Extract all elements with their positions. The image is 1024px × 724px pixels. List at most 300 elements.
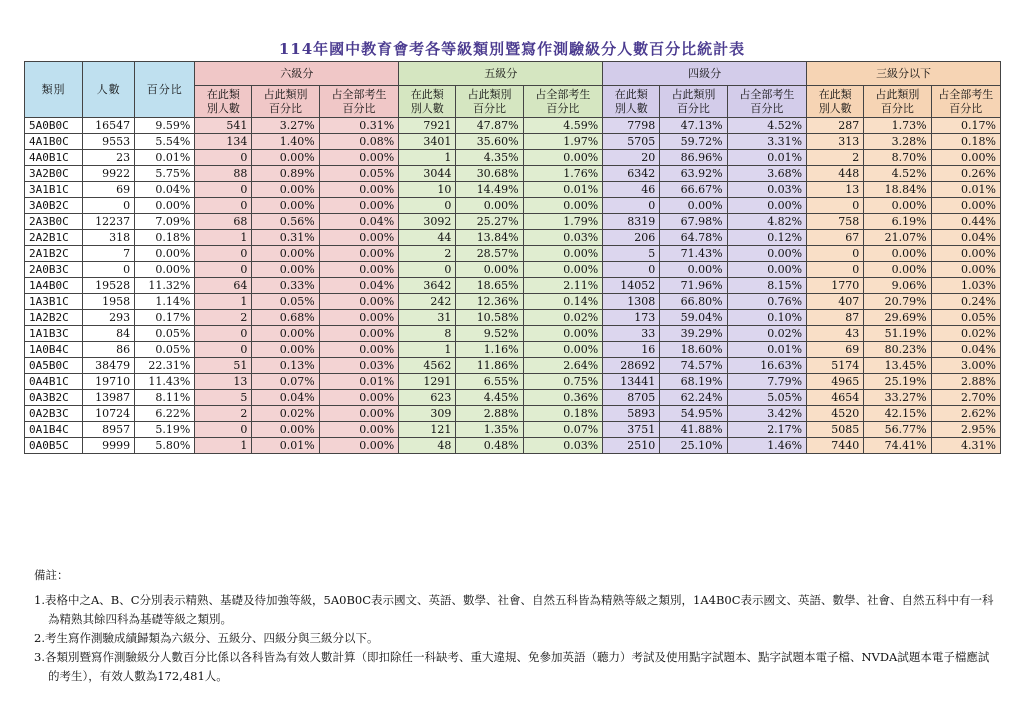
cell-value: 63.92%: [660, 166, 727, 182]
table-row: [25, 310, 1001, 326]
cell-value: 56.77%: [864, 422, 931, 438]
table-row: [25, 230, 1001, 246]
cell-count: 7: [83, 246, 135, 262]
cell-value: 74.41%: [864, 438, 931, 454]
note-item: 3.各類別暨寫作測驗級分人數百分比係以各科皆為有效人數計算（即扣除任一科缺考、重大違規、免參加英語（聽力）考試及使用點字試題本、點字試題本電子檔、NVDA試題本電子檔應試的考生），有效人數為172,481人。: [34, 650, 990, 683]
cell-value: 0: [807, 262, 864, 278]
cell-value: 5085: [807, 422, 864, 438]
cell-value: 0.00%: [727, 198, 807, 214]
cell-percent: 6.22%: [135, 406, 195, 422]
cell-value: 0.04%: [319, 278, 399, 294]
cell-value: 47.87%: [456, 118, 523, 134]
table-header: [25, 62, 1001, 118]
cell-value: 13.84%: [456, 230, 523, 246]
cell-percent: 0.17%: [135, 310, 195, 326]
cell-value: 0.13%: [252, 358, 319, 374]
cell-percent: 7.09%: [135, 214, 195, 230]
cell-count: 0: [83, 262, 135, 278]
subheader-3-2: 占此類別 百分比: [864, 86, 931, 118]
cell-category: 0A3B2C: [25, 390, 83, 406]
cell-value: 407: [807, 294, 864, 310]
cell-value: 0.18%: [523, 406, 603, 422]
subheader-5-2: 占此類別 百分比: [456, 86, 523, 118]
cell-category: 5A0B0C: [25, 118, 83, 134]
cell-value: 14052: [603, 278, 660, 294]
cell-category: 2A2B1C: [25, 230, 83, 246]
cell-value: 0.44%: [931, 214, 1000, 230]
cell-value: 0.00%: [660, 262, 727, 278]
cell-value: 48: [399, 438, 456, 454]
cell-value: 13441: [603, 374, 660, 390]
cell-value: 134: [195, 134, 252, 150]
cell-value: 51: [195, 358, 252, 374]
cell-value: 3.68%: [727, 166, 807, 182]
cell-value: 0: [195, 150, 252, 166]
cell-value: 2: [807, 150, 864, 166]
header-group-4: 四級分: [603, 62, 807, 86]
cell-percent: 9.59%: [135, 118, 195, 134]
cell-count: 16547: [83, 118, 135, 134]
cell-value: 3.31%: [727, 134, 807, 150]
cell-value: 13: [195, 374, 252, 390]
cell-count: 9553: [83, 134, 135, 150]
subheader-6-1: 在此類 別人數: [195, 86, 252, 118]
cell-value: 5.05%: [727, 390, 807, 406]
cell-percent: 0.04%: [135, 182, 195, 198]
cell-value: 1.79%: [523, 214, 603, 230]
cell-value: 39.29%: [660, 326, 727, 342]
cell-count: 13987: [83, 390, 135, 406]
cell-value: 4520: [807, 406, 864, 422]
table-body: [25, 118, 1001, 454]
cell-value: 758: [807, 214, 864, 230]
cell-value: 6.19%: [864, 214, 931, 230]
cell-value: 3.28%: [864, 134, 931, 150]
cell-value: 2.11%: [523, 278, 603, 294]
cell-value: 7798: [603, 118, 660, 134]
cell-value: 16.63%: [727, 358, 807, 374]
cell-value: 4562: [399, 358, 456, 374]
cell-value: 71.96%: [660, 278, 727, 294]
table-row: [25, 262, 1001, 278]
cell-count: 10724: [83, 406, 135, 422]
cell-value: 448: [807, 166, 864, 182]
cell-value: 7440: [807, 438, 864, 454]
cell-value: 0.68%: [252, 310, 319, 326]
cell-value: 42.15%: [864, 406, 931, 422]
cell-value: 0.02%: [523, 310, 603, 326]
cell-value: 33: [603, 326, 660, 342]
cell-value: 0.12%: [727, 230, 807, 246]
cell-value: 0.00%: [319, 294, 399, 310]
cell-category: 1A2B2C: [25, 310, 83, 326]
cell-value: 0.00%: [319, 182, 399, 198]
cell-value: 1.35%: [456, 422, 523, 438]
table-row: [25, 278, 1001, 294]
cell-count: 0: [83, 198, 135, 214]
cell-value: 2.64%: [523, 358, 603, 374]
cell-value: 0.00%: [523, 150, 603, 166]
cell-category: 1A4B0C: [25, 278, 83, 294]
cell-value: 1308: [603, 294, 660, 310]
cell-value: 3751: [603, 422, 660, 438]
cell-category: 1A3B1C: [25, 294, 83, 310]
table-row: [25, 342, 1001, 358]
cell-value: 3642: [399, 278, 456, 294]
cell-value: 0.00%: [523, 326, 603, 342]
header-group-6: 六級分: [195, 62, 399, 86]
cell-percent: 0.00%: [135, 198, 195, 214]
cell-value: 2510: [603, 438, 660, 454]
cell-value: 33.27%: [864, 390, 931, 406]
cell-value: 4.52%: [727, 118, 807, 134]
cell-category: 0A2B3C: [25, 406, 83, 422]
cell-value: 0.00%: [319, 326, 399, 342]
cell-value: 0.00%: [319, 406, 399, 422]
cell-value: 0.07%: [252, 374, 319, 390]
cell-value: 0.00%: [252, 182, 319, 198]
cell-value: 0.03%: [727, 182, 807, 198]
statistics-table: [24, 61, 1001, 454]
cell-value: 4.52%: [864, 166, 931, 182]
cell-value: 0.05%: [931, 310, 1000, 326]
cell-count: 19710: [83, 374, 135, 390]
cell-value: 541: [195, 118, 252, 134]
cell-category: 3A0B2C: [25, 198, 83, 214]
cell-percent: 8.11%: [135, 390, 195, 406]
cell-value: 43: [807, 326, 864, 342]
cell-count: 19528: [83, 278, 135, 294]
cell-category: 3A1B1C: [25, 182, 83, 198]
cell-category: 1A1B3C: [25, 326, 83, 342]
cell-value: 30.68%: [456, 166, 523, 182]
subheader-6-3: 占全部考生 百分比: [319, 86, 399, 118]
cell-value: 68: [195, 214, 252, 230]
cell-value: 0.00%: [319, 246, 399, 262]
cell-category: 4A1B0C: [25, 134, 83, 150]
cell-value: 0.00%: [456, 262, 523, 278]
cell-value: 0.01%: [727, 342, 807, 358]
cell-count: 9999: [83, 438, 135, 454]
cell-value: 1: [399, 150, 456, 166]
cell-value: 0.31%: [252, 230, 319, 246]
cell-value: 2.17%: [727, 422, 807, 438]
cell-value: 0.00%: [252, 246, 319, 262]
table-row: [25, 166, 1001, 182]
cell-count: 293: [83, 310, 135, 326]
cell-percent: 0.01%: [135, 150, 195, 166]
cell-value: 0.00%: [252, 326, 319, 342]
cell-value: 66.67%: [660, 182, 727, 198]
cell-value: 2: [195, 310, 252, 326]
cell-value: 13: [807, 182, 864, 198]
cell-value: 0.00%: [931, 198, 1000, 214]
table-row: [25, 118, 1001, 134]
cell-value: 1.76%: [523, 166, 603, 182]
cell-value: 0.03%: [523, 438, 603, 454]
cell-value: 0.00%: [931, 150, 1000, 166]
cell-value: 8: [399, 326, 456, 342]
cell-value: 25.10%: [660, 438, 727, 454]
cell-value: 0.02%: [931, 326, 1000, 342]
cell-value: 20.79%: [864, 294, 931, 310]
cell-count: 9922: [83, 166, 135, 182]
cell-value: 18.65%: [456, 278, 523, 294]
cell-value: 6.55%: [456, 374, 523, 390]
cell-value: 0.36%: [523, 390, 603, 406]
table-row: [25, 294, 1001, 310]
cell-value: 206: [603, 230, 660, 246]
cell-count: 23: [83, 150, 135, 166]
cell-value: 0.00%: [319, 150, 399, 166]
cell-value: 0.02%: [252, 406, 319, 422]
table-row: [25, 438, 1001, 454]
cell-value: 0.10%: [727, 310, 807, 326]
cell-percent: 5.80%: [135, 438, 195, 454]
cell-value: 2.95%: [931, 422, 1000, 438]
cell-value: 0.00%: [931, 262, 1000, 278]
cell-value: 0.76%: [727, 294, 807, 310]
cell-value: 0: [603, 262, 660, 278]
cell-value: 11.86%: [456, 358, 523, 374]
cell-value: 0.56%: [252, 214, 319, 230]
cell-value: 13.45%: [864, 358, 931, 374]
cell-value: 25.19%: [864, 374, 931, 390]
cell-value: 0: [807, 198, 864, 214]
table-row: [25, 150, 1001, 166]
cell-percent: 0.00%: [135, 262, 195, 278]
note-item: 1.表格中之A、B、C分別表示精熟、基礎及待加強等級，5A0B0C表示國文、英語、數學、社會、自然五科皆為精熟等級之類別，1A4B0C表示國文、英語、數學、社會、自然五科中有一科為精熟其餘四科為基礎等級之類別。: [34, 593, 994, 626]
cell-value: 0: [603, 198, 660, 214]
cell-value: 121: [399, 422, 456, 438]
cell-value: 31: [399, 310, 456, 326]
cell-value: 28.57%: [456, 246, 523, 262]
cell-value: 623: [399, 390, 456, 406]
cell-value: 66.80%: [660, 294, 727, 310]
table-row: [25, 422, 1001, 438]
cell-value: 1.03%: [931, 278, 1000, 294]
cell-value: 242: [399, 294, 456, 310]
cell-value: 0.07%: [523, 422, 603, 438]
cell-count: 84: [83, 326, 135, 342]
subheader-4-2: 占此類別 百分比: [660, 86, 727, 118]
cell-value: 9.52%: [456, 326, 523, 342]
cell-value: 1: [195, 230, 252, 246]
cell-value: 2.70%: [931, 390, 1000, 406]
cell-value: 0: [195, 262, 252, 278]
cell-value: 0.00%: [319, 342, 399, 358]
note-item: 2.考生寫作測驗成績歸類為六級分、五級分、四級分與三級分以下。: [34, 631, 379, 645]
cell-value: 44: [399, 230, 456, 246]
cell-value: 0: [807, 246, 864, 262]
cell-value: 8319: [603, 214, 660, 230]
cell-value: 0.26%: [931, 166, 1000, 182]
cell-value: 0.31%: [319, 118, 399, 134]
cell-value: 6342: [603, 166, 660, 182]
cell-value: 0: [195, 182, 252, 198]
table-row: [25, 182, 1001, 198]
cell-value: 28692: [603, 358, 660, 374]
cell-category: 2A0B3C: [25, 262, 83, 278]
cell-value: 0.00%: [252, 342, 319, 358]
cell-value: 0.18%: [931, 134, 1000, 150]
cell-value: 0: [195, 198, 252, 214]
cell-value: 35.60%: [456, 134, 523, 150]
cell-value: 12.36%: [456, 294, 523, 310]
cell-value: 80.23%: [864, 342, 931, 358]
table-row: [25, 134, 1001, 150]
cell-value: 0.00%: [319, 422, 399, 438]
cell-value: 0.00%: [523, 246, 603, 262]
cell-value: 0: [195, 342, 252, 358]
cell-value: 0.04%: [319, 214, 399, 230]
cell-value: 0.01%: [319, 374, 399, 390]
cell-value: 64.78%: [660, 230, 727, 246]
cell-value: 29.69%: [864, 310, 931, 326]
cell-value: 2: [399, 246, 456, 262]
cell-value: 0.00%: [931, 246, 1000, 262]
cell-percent: 5.75%: [135, 166, 195, 182]
cell-value: 0.05%: [252, 294, 319, 310]
notes-heading: 備註：: [34, 568, 69, 582]
cell-percent: 5.19%: [135, 422, 195, 438]
cell-value: 1770: [807, 278, 864, 294]
cell-value: 2.88%: [931, 374, 1000, 390]
subheader-3-3: 占全部考生 百分比: [931, 86, 1000, 118]
cell-percent: 11.43%: [135, 374, 195, 390]
cell-percent: 11.32%: [135, 278, 195, 294]
cell-value: 46: [603, 182, 660, 198]
subheader-5-3: 占全部考生 百分比: [523, 86, 603, 118]
cell-value: 5: [195, 390, 252, 406]
table-row: [25, 326, 1001, 342]
cell-category: 0A1B4C: [25, 422, 83, 438]
cell-value: 68.19%: [660, 374, 727, 390]
cell-value: 3.00%: [931, 358, 1000, 374]
cell-value: 4965: [807, 374, 864, 390]
cell-value: 18.84%: [864, 182, 931, 198]
cell-value: 4.45%: [456, 390, 523, 406]
cell-value: 18.60%: [660, 342, 727, 358]
cell-value: 3044: [399, 166, 456, 182]
cell-count: 8957: [83, 422, 135, 438]
cell-value: 0: [195, 246, 252, 262]
cell-value: 86.96%: [660, 150, 727, 166]
cell-value: 0.00%: [523, 342, 603, 358]
cell-value: 67.98%: [660, 214, 727, 230]
cell-value: 0.01%: [252, 438, 319, 454]
cell-value: 3.42%: [727, 406, 807, 422]
cell-value: 3092: [399, 214, 456, 230]
cell-value: 0.08%: [319, 134, 399, 150]
cell-value: 0.00%: [727, 246, 807, 262]
cell-percent: 0.05%: [135, 342, 195, 358]
cell-value: 14.49%: [456, 182, 523, 198]
cell-value: 62.24%: [660, 390, 727, 406]
cell-value: 1.46%: [727, 438, 807, 454]
cell-value: 287: [807, 118, 864, 134]
cell-value: 0.00%: [319, 438, 399, 454]
cell-value: 5705: [603, 134, 660, 150]
cell-value: 1.73%: [864, 118, 931, 134]
subheader-3-1: 在此類 別人數: [807, 86, 864, 118]
cell-count: 1958: [83, 294, 135, 310]
cell-percent: 0.05%: [135, 326, 195, 342]
cell-value: 64: [195, 278, 252, 294]
cell-value: 4.31%: [931, 438, 1000, 454]
cell-value: 5893: [603, 406, 660, 422]
header-group-5: 五級分: [399, 62, 603, 86]
cell-value: 0.02%: [727, 326, 807, 342]
table-row: [25, 198, 1001, 214]
cell-value: 0.03%: [523, 230, 603, 246]
cell-value: 0.14%: [523, 294, 603, 310]
header-percent: 百分比: [135, 62, 195, 118]
cell-value: 88: [195, 166, 252, 182]
cell-value: 4654: [807, 390, 864, 406]
cell-value: 0.00%: [864, 262, 931, 278]
cell-value: 1: [195, 438, 252, 454]
cell-value: 25.27%: [456, 214, 523, 230]
cell-value: 74.57%: [660, 358, 727, 374]
cell-value: 0.89%: [252, 166, 319, 182]
cell-value: 59.72%: [660, 134, 727, 150]
cell-value: 0.01%: [931, 182, 1000, 198]
cell-value: 0.00%: [660, 198, 727, 214]
cell-value: 0.24%: [931, 294, 1000, 310]
subheader-6-2: 占此類別 百分比: [252, 86, 319, 118]
subheader-4-1: 在此類 別人數: [603, 86, 660, 118]
header-count: 人數: [83, 62, 135, 118]
cell-value: 309: [399, 406, 456, 422]
cell-category: 2A1B2C: [25, 246, 83, 262]
cell-value: 0.00%: [319, 230, 399, 246]
cell-value: 4.59%: [523, 118, 603, 134]
table-row: [25, 374, 1001, 390]
table-row: [25, 406, 1001, 422]
cell-value: 0.04%: [252, 390, 319, 406]
cell-value: 7921: [399, 118, 456, 134]
cell-value: 0.00%: [319, 390, 399, 406]
cell-value: 5174: [807, 358, 864, 374]
cell-count: 69: [83, 182, 135, 198]
cell-value: 0.00%: [252, 422, 319, 438]
cell-value: 0: [399, 198, 456, 214]
cell-value: 5: [603, 246, 660, 262]
cell-value: 2: [195, 406, 252, 422]
cell-value: 7.79%: [727, 374, 807, 390]
cell-value: 47.13%: [660, 118, 727, 134]
cell-value: 21.07%: [864, 230, 931, 246]
cell-percent: 0.00%: [135, 246, 195, 262]
cell-count: 38479: [83, 358, 135, 374]
cell-value: 0.00%: [319, 310, 399, 326]
cell-value: 2.88%: [456, 406, 523, 422]
cell-value: 173: [603, 310, 660, 326]
cell-value: 0.04%: [931, 342, 1000, 358]
cell-value: 0.00%: [252, 262, 319, 278]
cell-value: 8705: [603, 390, 660, 406]
cell-value: 0: [399, 262, 456, 278]
cell-percent: 5.54%: [135, 134, 195, 150]
cell-value: 313: [807, 134, 864, 150]
cell-category: 4A0B1C: [25, 150, 83, 166]
cell-value: 9.06%: [864, 278, 931, 294]
cell-value: 0.04%: [931, 230, 1000, 246]
cell-value: 1: [195, 294, 252, 310]
cell-value: 3.27%: [252, 118, 319, 134]
table-row: [25, 246, 1001, 262]
